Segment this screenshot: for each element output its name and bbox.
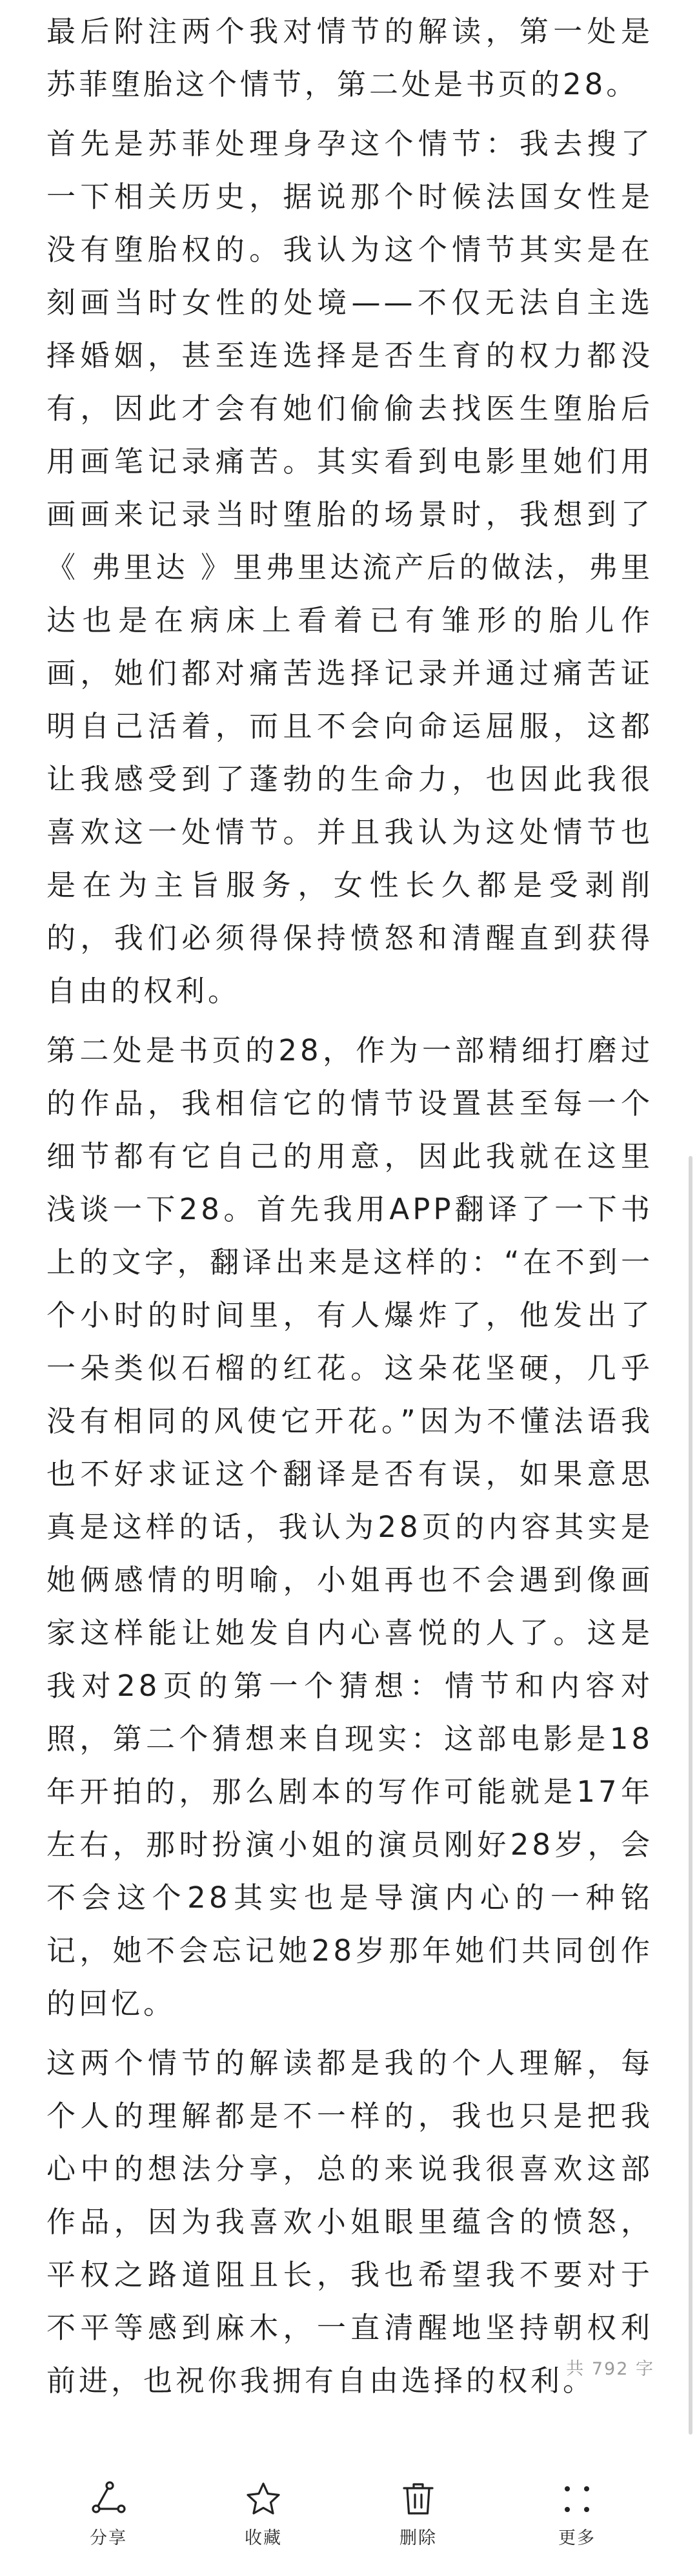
delete-label: 删除	[399, 2528, 437, 2548]
more-label: 更多	[558, 2528, 596, 2548]
share-label: 分享	[90, 2528, 127, 2548]
trash-icon	[400, 2481, 436, 2517]
note-content	[46, 5, 653, 2414]
share-button[interactable]	[57, 2467, 160, 2576]
more-button[interactable]	[525, 2467, 629, 2576]
more-dots-icon	[559, 2481, 595, 2517]
bottom-toolbar	[0, 2467, 697, 2576]
note-paragraph-1: 最后附注两个我对情节的解读，第一处是苏菲堕胎这个情节，第二处是书页的28。	[46, 14, 653, 101]
note-paragraph-3: 第二处是书页的28，作为一部精细打磨过的作品，我相信它的情节设置甚至每一个细节都有它自己的用意，因此我就在这里浅谈一下28。首先我用APP翻译了一下书上的文字，翻译出来是这样的：“在不到一个小时的时间里，有人爆炸了，他发出了一朵类似石榴的红花。这朵花坚硬，几乎没有相同的风使它开花。”因为不懂法语我也不好求证这个翻译是否有误，如果意思真是这样的话，我认为28页的内容其实是她俩感情的明喻，小姐再也不会遇到像画家这样能让她发自内心喜悦的人了。这是我对28页的第一个猜想：情节和内容对照，第二个猜想来自现实：这部电影是18年开拍的，那么剧本的写作可能就是17年左右，那时扮演小姐的演员刚好28岁，会不会这个28其实也是导演内心的一种铭记，她不会忘记她28岁那年她们共同创作的回忆。	[46, 1033, 653, 2021]
favorite-label: 收藏	[245, 2528, 282, 2548]
note-paragraph-2: 首先是苏菲处理身孕这个情节：我去搜了一下相关历史，据说那个时候法国女性是没有堕胎权的。我认为这个情节其实是在刻画当时女性的处境——不仅无法自主选择婚姻，甚至连选择是否生育的权力都没有，因此才会有她们偷偷去找医生堕胎后用画笔记录痛苦。其实看到电影里她们用画画来记录当时堕胎的场景时，我想到了《 弗里达 》里弗里达流产后的做法，弗里达也是在病床上看着已有雏形的胎儿作画，她们都对痛苦选择记录并通过痛苦证明自己活着，而且不会向命运屈服，这都让我感受到了蓬勃的生命力，也因此我很喜欢这一处情节。并且我认为这处情节也是在为主旨服务，女性长久都是受剥削的，我们必须得保持愤怒和清醒直到获得自由的权利。	[46, 127, 653, 1008]
word-count: 共 792 字	[566, 2359, 654, 2379]
star-icon	[245, 2481, 281, 2517]
share-icon	[90, 2481, 126, 2517]
delete-button[interactable]	[367, 2467, 470, 2576]
favorite-button[interactable]	[212, 2467, 315, 2576]
note-paragraph-4: 这两个情节的解读都是我的个人理解，每个人的理解都是不一样的，我也只是把我心中的想法分享，总的来说我很喜欢这部作品，因为我喜欢小姐眼里蕴含的愤怒，平权之路道阻且长，我也希望我不要对于不平等感到麻木，一直清醒地坚持朝权利前进，也祝你我拥有自由选择的权利。	[46, 2046, 653, 2398]
scrollbar-thumb[interactable]	[689, 1156, 692, 2435]
